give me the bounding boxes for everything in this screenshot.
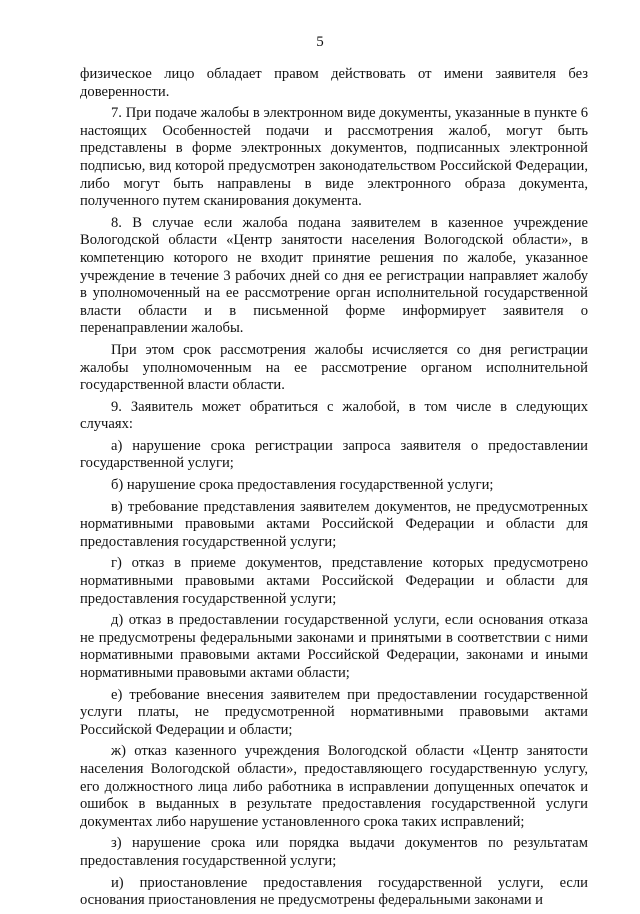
list-item-i: и) приостановление предоставления государственной услуги, если основания приостановления не предусмотрены федеральными законами и <box>80 874 588 909</box>
document-body <box>80 66 588 914</box>
list-item-e: е) требование внесения заявителем при предоставлении государственной услуги платы, не предусмотренной нормативными правовыми актами Российской Федерации и области; <box>80 686 588 738</box>
list-item-g: г) отказ в приеме документов, представление которых предусмотрено нормативными правовыми актами Российской Федерации и области для предоставления государственной услуги; <box>80 555 588 607</box>
list-item-zh: ж) отказ казенного учреждения Вологодской области «Центр занятости населения Вологодской области», предоставляющего государственную услугу, его должностного лица либо работника в исправлении допущенных опечаток и ошибок в выданных в результате предоставления государственной услуги документах либо нарушение установленного срока таких исправлений; <box>80 743 588 830</box>
paragraph-7: 7. При подаче жалобы в электронном виде документы, указанные в пункте 6 настоящих Особенностей подачи и рассмотрения жалоб, могут быть представлены в форме электронных документов, подписанных электронной подписью, вид которой предусмотрен законодательством Российской Федерации, либо могут быть направлены в виде электронного образа документа, полученного путем сканирования документа. <box>80 105 588 210</box>
paragraph-continuation: физическое лицо обладает правом действовать от имени заявителя без доверенности. <box>80 66 588 100</box>
list-item-d: д) отказ в предоставлении государственной услуги, если основания отказа не предусмотрены федеральными законами и принятыми в соответствии с ними нормативными правовыми актами Российской Федерации, законами и иными нормативными правовыми актами области; <box>80 612 588 681</box>
list-item-v: в) требование представления заявителем документов, не предусмотренных нормативными правовыми актами Российской Федерации и области для предоставления государственной услуги; <box>80 498 588 550</box>
paragraph-9: 9. Заявитель может обратиться с жалобой, в том числе в следующих случаях: <box>80 398 588 433</box>
page-number: 5 <box>316 34 324 50</box>
list-item-b: б) нарушение срока предоставления государственной услуги; <box>111 477 494 494</box>
list-item-z: з) нарушение срока или порядка выдачи документов по результатам предоставления государственной услуги; <box>80 835 588 869</box>
list-item-a: а) нарушение срока регистрации запроса заявителя о предоставлении государственной услуги; <box>80 437 588 472</box>
paragraph-8-note: При этом срок рассмотрения жалобы исчисляется со дня регистрации жалобы уполномоченным на ее рассмотрение органом исполнительной государственной власти области. <box>80 341 588 394</box>
paragraph-8: 8. В случае если жалоба подана заявителем в казенное учреждение Вологодской области «Центр занятости населения Вологодской области», в компетенцию которого не входит принятие решения по жалобе, указанное учреждение в течение 3 рабочих дней со дня ее регистрации направляет жалобу в уполномоченный на ее рассмотрение орган исполнительной государственной власти области и в письменной форме информирует заявителя о перенаправлении жалобы. <box>80 214 588 337</box>
